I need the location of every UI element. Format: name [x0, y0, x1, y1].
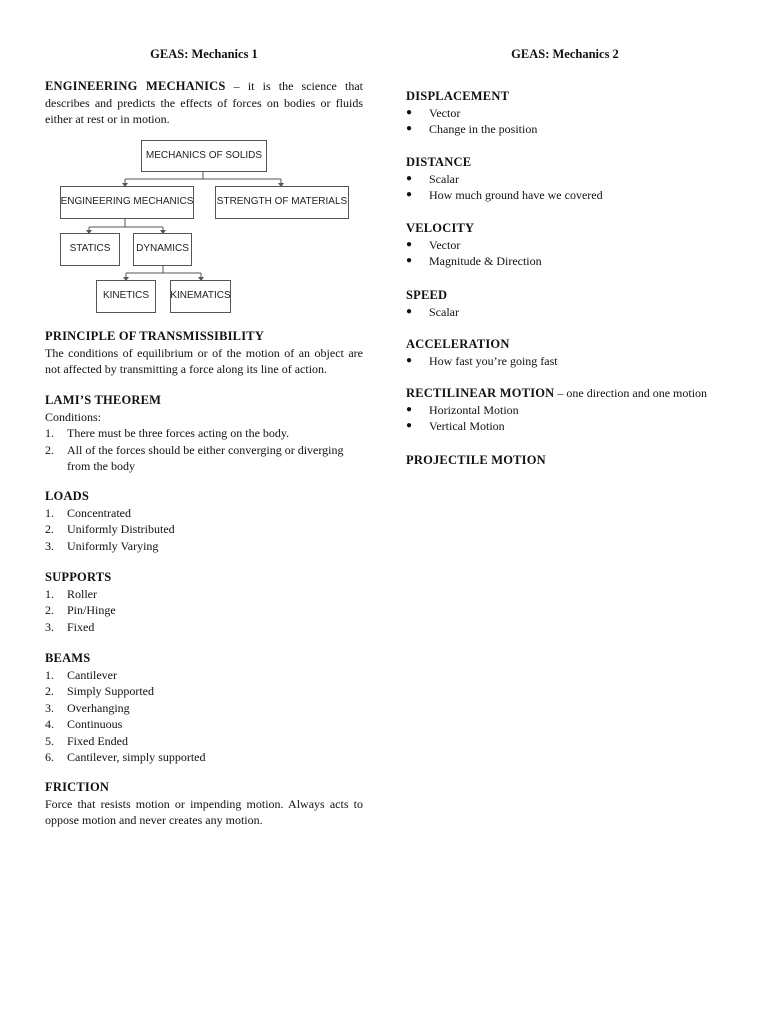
bullet-icon: ●: [406, 238, 413, 250]
list-item: ● Vector: [406, 105, 461, 120]
list-item: ● Vector: [406, 237, 461, 252]
list-item: 5. Fixed Ended: [45, 733, 128, 748]
diagram-node-kinematics: KINEMATICS: [170, 280, 231, 313]
diagram-node-dynamics: DYNAMICS: [133, 233, 192, 266]
list-item: 6. Cantilever, simply supported: [45, 750, 206, 764]
diagram-node-strength-of-materials: STRENGTH OF MATERIALS: [215, 186, 349, 219]
supports-section: [45, 569, 363, 635]
lami-section: [45, 392, 363, 475]
velocity-section: [406, 220, 736, 270]
list-item: ● How fast you’re going fast: [406, 353, 558, 368]
bullet-icon: ●: [406, 420, 413, 431]
list-item: 3. Fixed: [45, 619, 95, 634]
list-item: 1. Concentrated: [45, 505, 131, 520]
rectilinear-section: [406, 385, 736, 435]
list-item: 2. Pin/Hinge: [45, 603, 116, 617]
list-item: ● Magnitude & Direction: [406, 254, 542, 268]
list-item: 3. Overhanging: [45, 700, 130, 715]
transmissibility-section: [45, 328, 363, 378]
list-item: 2. All of the forces should be either converging or diverging from the body: [45, 442, 344, 473]
list-item: 3. Uniformly Varying: [45, 538, 159, 553]
projectile-title: PROJECTILE MOTION: [406, 453, 546, 467]
bullet-icon: ●: [406, 123, 413, 134]
list-item: 1. Cantilever: [45, 667, 117, 682]
displacement-title: DISPLACEMENT: [406, 89, 510, 103]
lami-intro: Conditions:: [45, 409, 102, 424]
engineering-mechanics-term: ENGINEERING MECHANICS: [45, 79, 226, 93]
rectilinear-definition: – one direction and one motion: [554, 386, 708, 400]
distance-list: [406, 171, 736, 204]
beams-title: BEAMS: [45, 651, 91, 665]
friction-title: FRICTION: [45, 780, 110, 794]
bullet-icon: ●: [406, 403, 413, 415]
rectilinear-title: RECTILINEAR MOTION: [406, 386, 555, 400]
velocity-title: VELOCITY: [406, 221, 475, 235]
bullet-icon: ●: [406, 172, 413, 184]
distance-title: DISTANCE: [406, 155, 472, 169]
supports-title: SUPPORTS: [45, 570, 112, 584]
bullet-icon: ●: [406, 189, 413, 200]
diagram-node-statics: STATICS: [60, 233, 120, 266]
list-item: 4. Continuous: [45, 717, 123, 731]
acceleration-title: ACCELERATION: [406, 337, 510, 351]
speed-title: SPEED: [406, 288, 448, 302]
loads-section: [45, 488, 363, 554]
acceleration-section: [406, 336, 736, 369]
speed-section: [406, 287, 736, 320]
engineering-mechanics-text: – it is the science that describes and predicts the effects of forces on bodies or fluids either at rest or in motion.: [45, 79, 363, 126]
beams-section: [45, 650, 363, 766]
list-item: ● Change in the position: [406, 122, 538, 136]
list-item: 1. Roller: [45, 586, 97, 601]
displacement-list: [406, 105, 736, 138]
left-column-heading: GEAS: Mechanics 1: [150, 47, 258, 61]
diagram-node-engineering-mechanics: ENGINEERING MECHANICS: [60, 186, 194, 219]
supports-list: [45, 586, 363, 636]
beams-list: [45, 667, 363, 766]
list-item: ● Scalar: [406, 171, 459, 186]
list-item: ● How much ground have we covered: [406, 188, 603, 202]
rectilinear-heading: [406, 385, 736, 402]
bullet-icon: ●: [406, 354, 413, 366]
list-item: 2. Uniformly Distributed: [45, 522, 175, 536]
lami-title: LAMI’S THEOREM: [45, 393, 162, 407]
speed-list: [406, 304, 736, 321]
acceleration-list: [406, 353, 736, 370]
displacement-section: [406, 88, 736, 138]
transmissibility-title: PRINCIPLE OF TRANSMISSIBILITY: [45, 329, 265, 343]
friction-text: Force that resists motion or impending motion. Always acts to oppose motion and never creates any motion.: [45, 796, 363, 827]
velocity-list: [406, 237, 736, 270]
loads-list: [45, 505, 363, 555]
bullet-icon: ●: [406, 106, 413, 118]
list-item: 2. Simply Supported: [45, 684, 155, 698]
list-item: ● Horizontal Motion: [406, 402, 519, 417]
lami-list: [45, 425, 363, 475]
diagram-node-kinetics: KINETICS: [96, 280, 156, 313]
diagram-node-mechanics-of-solids: MECHANICS OF SOLIDS: [141, 140, 267, 172]
friction-section: [45, 779, 363, 829]
rectilinear-list: [406, 402, 736, 435]
list-item: ● Scalar: [406, 304, 459, 319]
distance-section: [406, 154, 736, 204]
right-column-heading: GEAS: Mechanics 2: [511, 47, 619, 61]
projectile-section: [406, 452, 736, 469]
transmissibility-text: The conditions of equilibrium or of the motion of an object are not affected by transmitting a force along its line of action.: [45, 345, 363, 376]
loads-title: LOADS: [45, 489, 90, 503]
bullet-icon: ●: [406, 305, 413, 317]
bullet-icon: ●: [406, 255, 413, 266]
list-item: ● Vertical Motion: [406, 419, 505, 433]
list-item: 1. There must be three forces acting on the body.: [45, 426, 290, 440]
